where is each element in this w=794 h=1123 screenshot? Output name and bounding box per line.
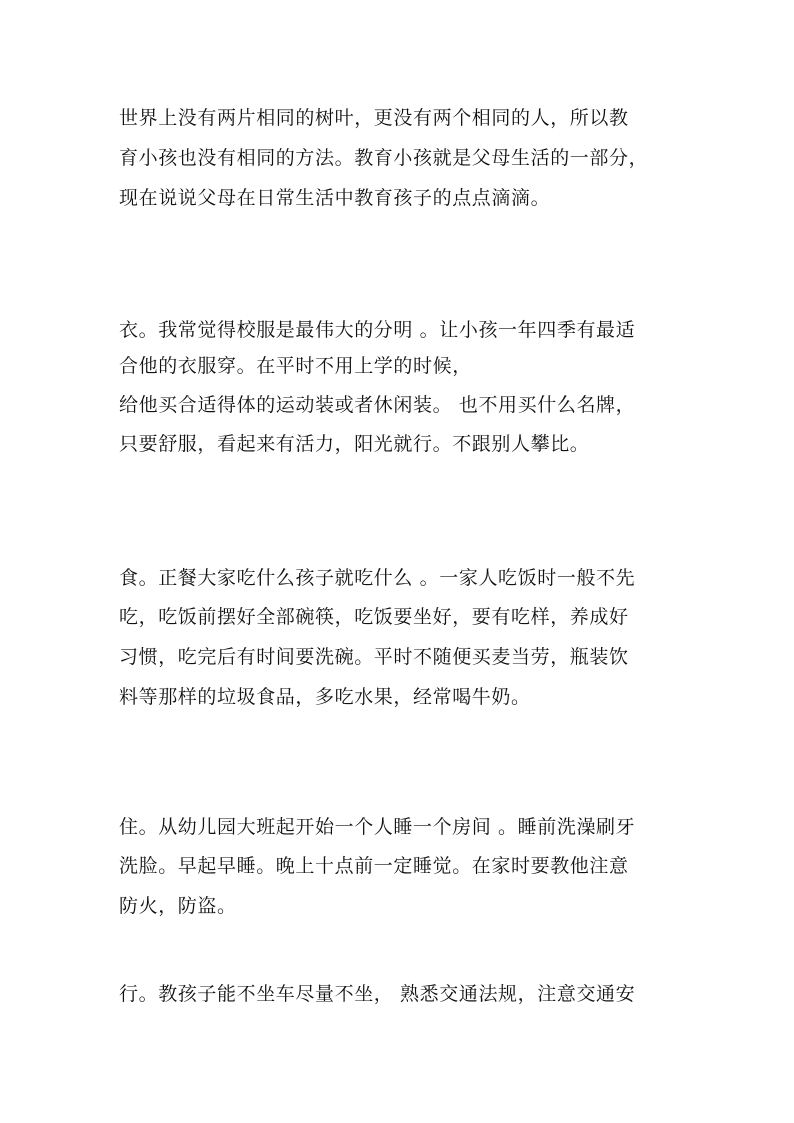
paragraph-5-line-1: 行。教孩子能不坐车尽量不坐， 熟悉交通法规，注意交通安 (119, 983, 636, 1005)
paragraph-3-line-4: 料等那样的垃圾食品，多吃水果，经常喝牛奶。 (119, 686, 531, 708)
paragraph-1-line-2: 育小孩也没有相同的方法。教育小孩就是父母生活的一部分， (119, 147, 649, 169)
paragraph-1-line-3: 现在说说父母在日常生活中教育孩子的点点滴滴。 (119, 187, 551, 209)
paragraph-3-line-3: 习惯，吃完后有时间要洗碗。平时不随便买麦当劳，瓶装饮 (119, 646, 629, 668)
paragraph-4-line-3: 防火，防盗。 (119, 895, 237, 917)
paragraph-2-line-2: 合他的衣服穿。在平时不用上学的时候， (119, 355, 472, 377)
paragraph-4-line-1: 住。从幼儿园大班起开始一个人睡一个房间 。睡前洗澡刷牙 (119, 816, 636, 838)
paragraph-3-line-1: 食。正餐大家吃什么孩子就吃什么 。一家人吃饭时一般不先 (119, 567, 636, 589)
paragraph-2-line-3: 给他买合适得体的运动装或者休闲装。 也不用买什么名牌， (119, 394, 636, 416)
paragraph-1-line-1: 世界上没有两片相同的树叶，更没有两个相同的人，所以教 (119, 107, 629, 129)
paragraph-4-line-2: 洗脸。早起早睡。晚上十点前一定睡觉。在家时要教他注意 (119, 855, 629, 877)
paragraph-2-line-4: 只要舒服，看起来有活力，阳光就行。不跟别人攀比。 (119, 433, 590, 455)
paragraph-3-line-2: 吃，吃饭前摆好全部碗筷，吃饭要坐好，要有吃样，养成好 (119, 606, 629, 628)
paragraph-2-line-1: 衣。我常觉得校服是最伟大的分明 。让小孩一年四季有最适 (119, 319, 636, 341)
